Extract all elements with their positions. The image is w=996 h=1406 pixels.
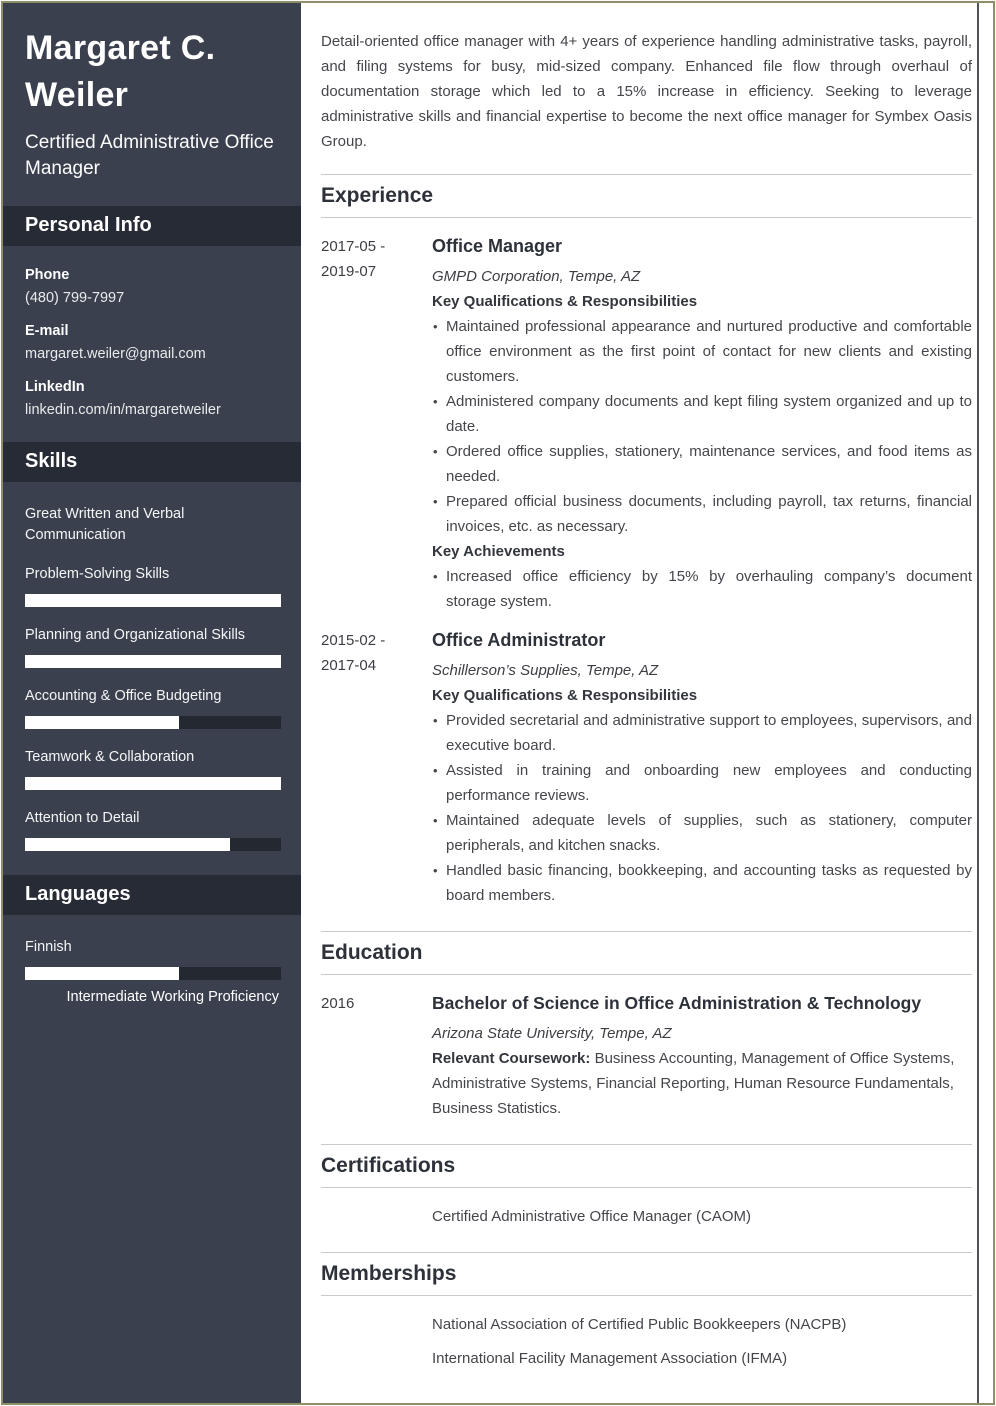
job-bullet-list [432,314,972,539]
skill-level-bar [25,655,281,668]
job-bullet: • Provided secretarial and administrative support to employees, supervisors, and executive board. [432,708,972,758]
job-details [432,628,972,908]
linkedin-value: linkedin.com/in/margaretweiler [25,402,221,418]
job-bullet: • Handled basic financing, bookkeeping, and accounting tasks as requested by board members. [432,858,972,908]
job-title: Office Administrator [432,630,606,650]
skill-level-bar [25,594,281,607]
job-bullet-list [432,708,972,908]
language-proficiency-note: Intermediate Working Proficiency [66,989,279,1005]
skill-item [25,564,279,607]
job-date-end: 2017-04 [321,657,377,674]
job-dates [321,628,432,908]
phone-value: (480) 799-7997 [25,290,125,306]
language-item [25,937,279,1005]
skills-section [3,482,301,875]
professional-summary: Detail-oriented office manager with 4+ years of experience handling administrative tasks, payroll, and filing systems for busy, mid-sized company. Enhanced file flow through overhaul of documentation storage which led to a 15% increase in efficiency. Seeking to leverage administrative skills and financial expertise to become the next office manager for Symbex Oasis Group. [321,33,972,150]
education-year: 2016 [321,995,355,1012]
coursework [432,1046,972,1121]
skill-level-fill [25,777,281,790]
job-achievement-list [432,564,972,614]
job-details [432,234,972,614]
skill-item [25,504,279,546]
skill-level-fill [25,655,281,668]
job-bullet: • Maintained professional appearance and nurtured productive and comfortable office environment as the first point of contact for new clients and existing customers. [432,314,972,389]
job-bullet: • Ordered office supplies, stationery, maintenance services, and food items as needed. [432,439,972,489]
main-content [301,3,979,1403]
phone-label: Phone [25,267,70,283]
certification-item: Certified Administrative Office Manager (CAOM) [432,1208,751,1225]
personal-info-section [3,246,301,442]
membership-entry [321,1312,972,1371]
skill-item [25,625,279,668]
job-title: Office Manager [432,236,563,256]
job-bullet: • Administered company documents and kept filing system organized and up to date. [432,389,972,439]
job-qualifications-heading: Key Qualifications & Responsibilities [432,687,698,704]
experience-section [321,218,972,931]
certification-date-spacer [321,1204,432,1229]
job-date-end: 2019-07 [321,263,377,280]
job-achievement-bullet: • Increased office efficiency by 15% by overhauling company’s document storage system. [432,564,972,614]
job-company: Schillerson’s Supplies, Tempe, AZ [432,662,659,679]
certifications-section [321,1188,972,1252]
email-value: margaret.weiler@gmail.com [25,346,206,362]
skill-level-bar [25,777,281,790]
education-entry [321,991,972,1121]
job-achievements-heading: Key Achievements [432,543,565,560]
skill-level-fill [25,838,230,851]
degree-title: Bachelor of Science in Office Administration & Technology [432,993,922,1013]
coursework-label: Relevant Coursework: [432,1050,591,1067]
membership-date-spacer [321,1312,432,1371]
membership-item: International Facility Management Association (IFMA) [432,1350,788,1367]
memberships-section-header [321,1252,972,1296]
job-qualifications-heading: Key Qualifications & Responsibilities [432,293,698,310]
coursework-text: Business Accounting, Management of Office Systems, Administrative Systems, Financial Reporting, Human Resource Fundamentals, Business Statistics. [432,1050,955,1117]
skill-label: Planning and Organizational Skills [25,627,246,643]
skill-label: Teamwork & Collaboration [25,749,195,765]
skill-item [25,747,279,790]
education-heading: Education [321,941,423,964]
skill-item [25,686,279,729]
education-section-header [321,931,972,975]
job-entry [321,628,972,908]
candidate-name: Margaret C. Weiler [25,29,216,114]
skill-label: Great Written and Verbal Communication [25,506,185,543]
skill-level-bar [25,716,281,729]
memberships-section [321,1296,972,1394]
skill-label: Attention to Detail [25,810,140,826]
languages-section-heading: Languages [3,875,301,915]
memberships-heading: Memberships [321,1262,457,1285]
resume-page [1,1,995,1405]
skill-label: Accounting & Office Budgeting [25,688,222,704]
language-label: Finnish [25,939,72,955]
education-details [432,991,972,1121]
job-entry [321,234,972,614]
skill-level-fill [25,594,281,607]
skill-label: Problem-Solving Skills [25,566,170,582]
skills-section-heading: Skills [3,442,301,482]
education-section [321,975,972,1144]
certification-entry [321,1204,972,1229]
experience-section-header [321,174,972,218]
certifications-heading: Certifications [321,1154,456,1177]
language-level-bar [25,967,281,980]
certifications-section-header [321,1144,972,1188]
job-bullet: • Prepared official business documents, including payroll, tax returns, financial invoices, etc. as necessary. [432,489,972,539]
name-block [3,3,301,206]
skill-level-bar [25,838,281,851]
languages-section [3,915,301,1029]
job-date-start: 2017-05 - [321,238,386,255]
email-label: E-mail [25,323,69,339]
experience-heading: Experience [321,184,434,207]
skill-item [25,808,279,851]
candidate-job-title: Certified Administrative Office Manager [25,132,274,179]
school-name: Arizona State University, Tempe, AZ [432,1025,672,1042]
linkedin-label: LinkedIn [25,379,85,395]
job-company: GMPD Corporation, Tempe, AZ [432,268,641,285]
sidebar [3,3,301,1403]
language-level-fill [25,967,179,980]
personal-info-section-heading: Personal Info [3,206,301,246]
job-bullet: • Maintained adequate levels of supplies, such as stationery, computer peripherals, and kitchen snacks. [432,808,972,858]
skill-level-fill [25,716,179,729]
job-date-start: 2015-02 - [321,632,386,649]
job-dates [321,234,432,614]
job-bullet: • Assisted in training and onboarding new employees and conducting performance reviews. [432,758,972,808]
membership-item: National Association of Certified Public Bookkeepers (NACPB) [432,1316,847,1333]
